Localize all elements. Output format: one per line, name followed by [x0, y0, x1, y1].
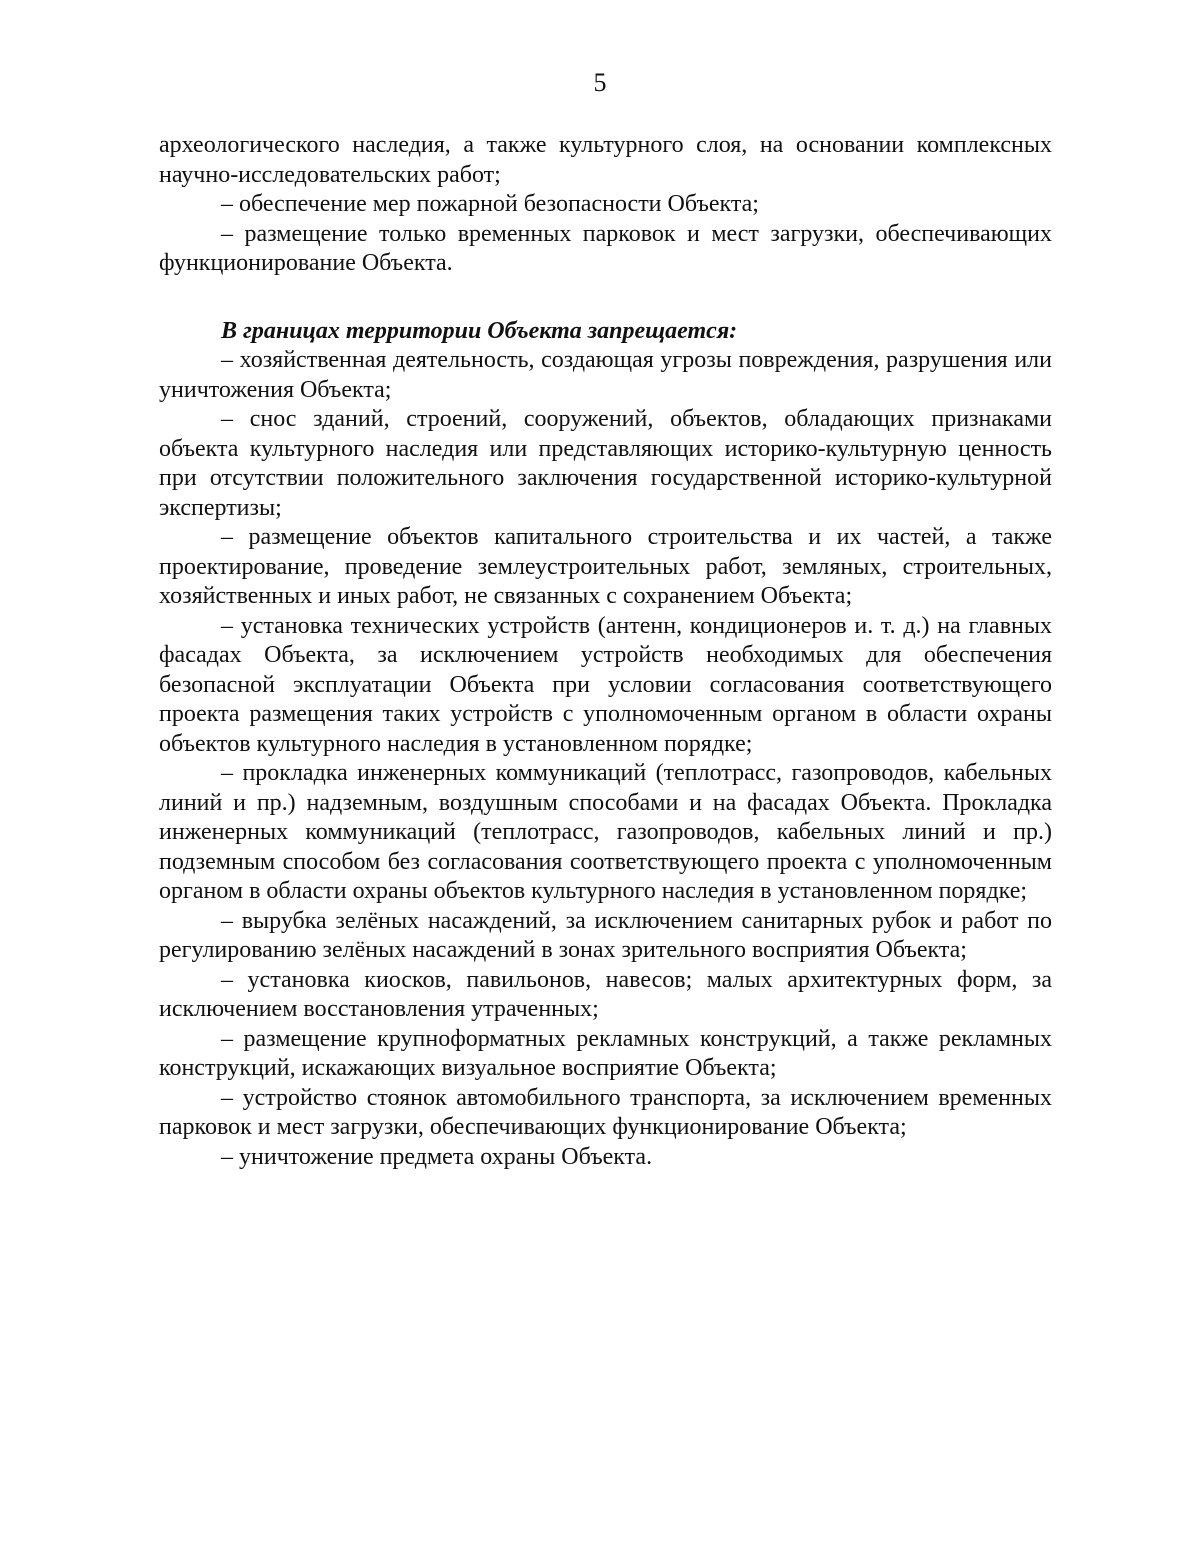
list-item: – установка технических устройств (антенн, кондиционеров и. т. д.) на главных фасадах Объекта, за исключением устройств необходимых для обеспечения безопасной эксплуатации Объекта при условии согласования соответствующего проекта размещения таких устройств с уполномоченным органом в области охраны объектов культурного наследия в установленном порядке;	[159, 612, 1052, 757]
list-item: – вырубка зелёных насаждений, за исключением санитарных рубок и работ по регулированию зелёных насаждений в зонах зрительного восприятия Объекта;	[159, 907, 1052, 963]
list-item: – хозяйственная деятельность, создающая угрозы повреждения, разрушения или уничтожения Объекта;	[159, 347, 1052, 403]
list-item: – устройство стоянок автомобильного транспорта, за исключением временных парковок и мест загрузки, обеспечивающих функционирование Объекта;	[159, 1084, 1052, 1140]
document-body	[159, 131, 1052, 1172]
list-item: – уничтожение предмета охраны Объекта.	[221, 1143, 653, 1170]
temporary-parking-item: – размещение только временных парковок и мест загрузки, обеспечивающих функционирование Объекта.	[159, 220, 1052, 276]
section-heading: В границах территории Объекта запрещается:	[221, 317, 738, 344]
list-item: – снос зданий, строений, сооружений, объектов, обладающих признаками объекта культурного наследия или представляющих историко-культурную ценность при отсутствии положительного заключения государственной историко-культурной экспертизы;	[159, 406, 1052, 521]
fire-safety-item: – обеспечение мер пожарной безопасности Объекта;	[221, 191, 759, 217]
continuation-paragraph: археологического наследия, а также культурного слоя, на основании комплексных научно-исследовательских работ;	[159, 132, 1052, 188]
list-item: – прокладка инженерных коммуникаций (теплотрасс, газопроводов, кабельных линий и пр.) надземным, воздушным способами и на фасадах Объекта. Прокладка инженерных коммуникаций (теплотрасс, газопроводов, кабельных линий и пр.) подземным способом без согласования соответствующего проекта с уполномоченным органом в области охраны объектов культурного наследия в установленном порядке;	[159, 760, 1052, 904]
list-item: – установка киосков, павильонов, навесов; малых архитектурных форм, за исключением восстановления утраченных;	[159, 966, 1052, 1022]
list-item: – размещение объектов капитального строительства и их частей, а также проектирование, проведение землеустроительных работ, земляных, строительных, хозяйственных и иных работ, не связанных с сохранением Объекта;	[159, 524, 1052, 609]
page-number: 5	[593, 68, 607, 97]
list-item: – размещение крупноформатных рекламных конструкций, а также рекламных конструкций, искажающих визуальное восприятие Объекта;	[159, 1025, 1052, 1081]
